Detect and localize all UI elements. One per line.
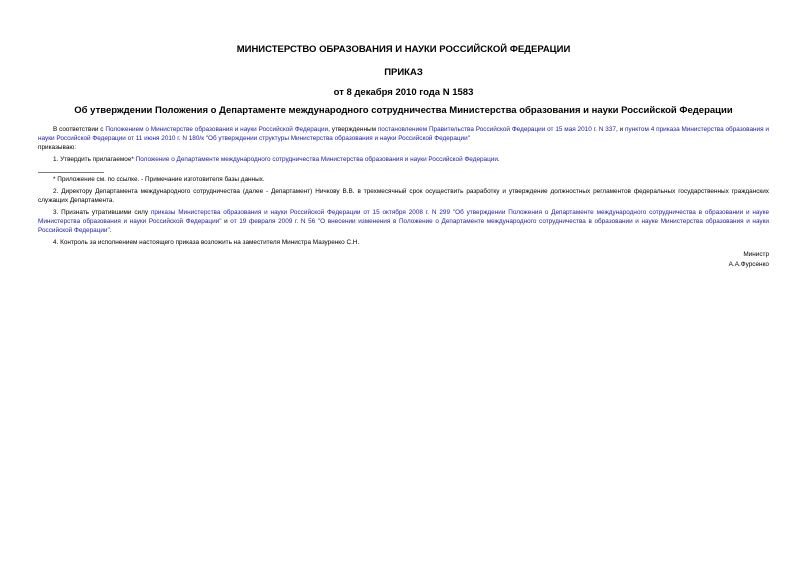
intro-text-1: В соответствии с: [53, 126, 106, 133]
intro-text-2: , утвержденным: [328, 126, 378, 133]
link-government-decree[interactable]: постановлением Правительства Российской Федерации от 15 мая 2010 г. N 337: [377, 126, 616, 133]
order-word: приказываю:: [38, 144, 76, 151]
link-structure-order[interactable]: пунктом 4 приказа Министерства образования и науки Российской Федерации от 11 июня 2010 г. N 180/к "Об утверждении структуры Министерства образования и науки Российской Федерации": [38, 126, 769, 142]
item-1-text: 1. Утвердить прилагаемое*: [53, 156, 136, 163]
intro-paragraph: [38, 125, 769, 143]
item-3: [38, 208, 769, 235]
item-2: 2. Директору Департамента международного сотрудничества (далее - Департамент) Ничкову В.В. в трехмесячный срок осуществить разработку и утверждение должностных регламентов федеральных государственных гражданских служащих Департамента.: [38, 188, 769, 204]
item-1-end: .: [497, 156, 500, 163]
date-number-heading: от 8 декабря 2010 года N 1583: [333, 87, 474, 98]
item-3-text: 3. Признать утратившими силу: [53, 209, 151, 216]
item-3-mid: и: [221, 218, 231, 225]
signature-role: Министр: [743, 251, 769, 258]
footnote-divider: [38, 172, 104, 173]
document-body: [38, 125, 769, 269]
link-ministry-regulation[interactable]: Положением о Министерстве образования и науки Российской Федерации: [105, 126, 329, 133]
item-3-end: .: [109, 227, 112, 234]
doc-type-heading: ПРИКАЗ: [384, 67, 423, 78]
subject-heading: Об утверждении Положения о Департаменте международного сотрудничества Министерства образования и науки Российской Федерации: [74, 105, 733, 116]
item-1: [38, 155, 769, 164]
signature-name: А.А.Фурсенко: [728, 261, 769, 268]
item-4: 4. Контроль за исполнением настоящего приказа возложить на заместителя Министра Мазуренко С.Н.: [53, 239, 360, 246]
link-department-regulation[interactable]: Положение о Департаменте международного сотрудничества Министерства образования и науки Российской Федерации: [135, 156, 498, 163]
link-order-56[interactable]: от 19 февраля 2009 г. N 56 "О внесении изменения в Положение о Департаменте международного сотрудничества в образовании и науке Министерства образования и науки Российской Федерации": [38, 218, 769, 234]
intro-text-3: , и: [615, 126, 626, 133]
footnote: * Приложение см. по ссылке. - Примечание изготовителя базы данных.: [53, 176, 265, 183]
ministry-heading: МИНИСТЕРСТВО ОБРАЗОВАНИЯ И НАУКИ РОССИЙСКОЙ ФЕДЕРАЦИИ: [236, 44, 571, 55]
link-order-299[interactable]: приказы Министерства образования и науки Российской Федерации от 15 октября 2008 г. N 299 "Об утверждении Положения о Департаменте международного сотрудничества в образовании и науке Министерства образования и науки Российской Федерации": [38, 209, 770, 225]
